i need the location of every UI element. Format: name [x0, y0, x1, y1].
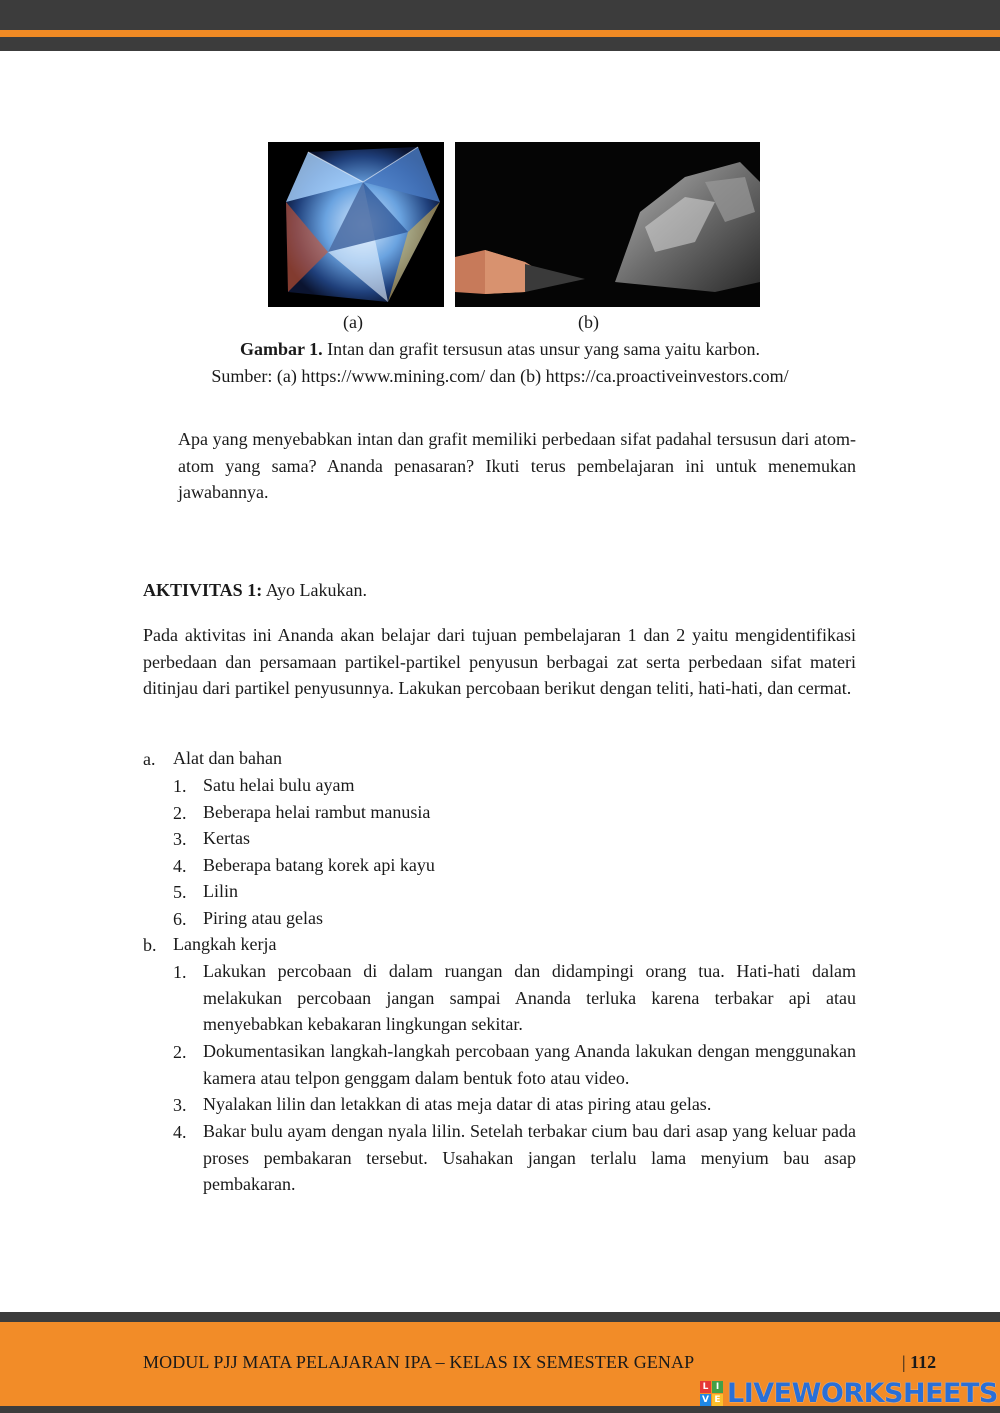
activity-heading: [143, 580, 367, 601]
header-accent-stripe: [0, 30, 1000, 37]
logo-letter: L: [700, 1381, 711, 1393]
logo-letter: E: [712, 1394, 723, 1406]
list-item: Piring atau gelas: [203, 908, 323, 928]
liveworksheets-text: LIVEWORKSHEETS: [727, 1377, 998, 1409]
header-bar-lower: [0, 37, 1000, 51]
step-item: Dokumentasikan langkah-langkah percobaan yang Ananda lakukan dengan menggunakan kamera atau telpon genggam dalam bentuk foto atau video.: [203, 1041, 856, 1088]
footer-bar: [0, 1312, 1000, 1322]
page-number-value: 112: [910, 1352, 937, 1372]
diamond-image: [268, 142, 444, 307]
page-separator: |: [902, 1352, 906, 1372]
page-number: [902, 1352, 936, 1373]
header-bar: [0, 0, 1000, 30]
figure-caption-number: Gambar 1.: [239, 339, 323, 359]
activity-heading-label: AKTIVITAS 1:: [143, 580, 263, 600]
step-number: 2.: [173, 1042, 187, 1062]
liveworksheets-logo-icon: [700, 1381, 723, 1406]
section-b-title: Langkah kerja: [173, 934, 277, 954]
list-item-number: 5.: [173, 882, 187, 902]
list-item: Satu helai bulu ayam: [203, 775, 355, 795]
logo-letter: V: [700, 1394, 711, 1406]
list-item: Lilin: [203, 881, 238, 901]
activity-description: Pada aktivitas ini Ananda akan belajar dari tujuan pembelajaran 1 dan 2 yaitu mengidentifikasi perbedaan dan persamaan partikel-partikel penyusun berbagai zat serta perbedaan sifat materi ditinjau dari partikel penyusunnya. Lakukan percobaan berikut dengan teliti, hati-hati, dan cermat.: [143, 625, 856, 699]
step-number: 4.: [173, 1122, 187, 1142]
intro-paragraph: Apa yang menyebabkan intan dan grafit memiliki perbedaan sifat padahal tersusun dari atom-atom yang sama? Ananda penasaran? Ikuti terus pembelajaran ini untuk menemukan jawabannya.: [178, 429, 856, 503]
list-item-number: 3.: [173, 829, 187, 849]
list-item: Kertas: [203, 828, 250, 848]
list-item-number: 6.: [173, 909, 187, 929]
step-number: 3.: [173, 1095, 187, 1115]
list-item: Beberapa helai rambut manusia: [203, 802, 431, 822]
list-item-number: 2.: [173, 803, 187, 823]
activity-heading-text: Ayo Lakukan.: [262, 580, 368, 600]
list-item-number: 4.: [173, 856, 187, 876]
figure-label-a: (a): [343, 312, 363, 332]
step-number: 1.: [173, 962, 187, 982]
figure-label-b: (b): [578, 312, 599, 332]
section-b-marker: b.: [143, 935, 157, 955]
figure-caption-text: Intan dan grafit tersusun atas unsur yang sama yaitu karbon.: [322, 339, 761, 359]
figure-source: Sumber: (a) https://www.mining.com/ dan (b) https://ca.proactiveinvestors.com/: [211, 366, 789, 386]
step-item: Nyalakan lilin dan letakkan di atas meja datar di atas piring atau gelas.: [203, 1094, 712, 1114]
list-item-number: 1.: [173, 776, 187, 796]
graphite-pencil-image: [455, 142, 760, 307]
step-item: Lakukan percobaan di dalam ruangan dan didampingi orang tua. Hati-hati dalam melakukan percobaan jangan sampai Ananda terluka karena terbakar api atau menyebabkan kebakaran lingkungan sekitar.: [203, 961, 856, 1035]
liveworksheets-watermark[interactable]: [700, 1378, 998, 1408]
step-item: Bakar bulu ayam dengan nyala lilin. Setelah terbakar cium bau dari asap yang keluar pada proses pembakaran tersebut. Usahakan jangan terlalu lama menyium bau asap pembakaran.: [203, 1121, 856, 1195]
list-item: Beberapa batang korek api kayu: [203, 855, 435, 875]
module-title: MODUL PJJ MATA PELAJARAN IPA – KELAS IX SEMESTER GENAP: [143, 1352, 695, 1372]
section-a-title: Alat dan bahan: [173, 748, 282, 768]
figure-caption: [0, 339, 1000, 360]
logo-letter: I: [712, 1381, 723, 1393]
section-a-marker: a.: [143, 749, 156, 769]
